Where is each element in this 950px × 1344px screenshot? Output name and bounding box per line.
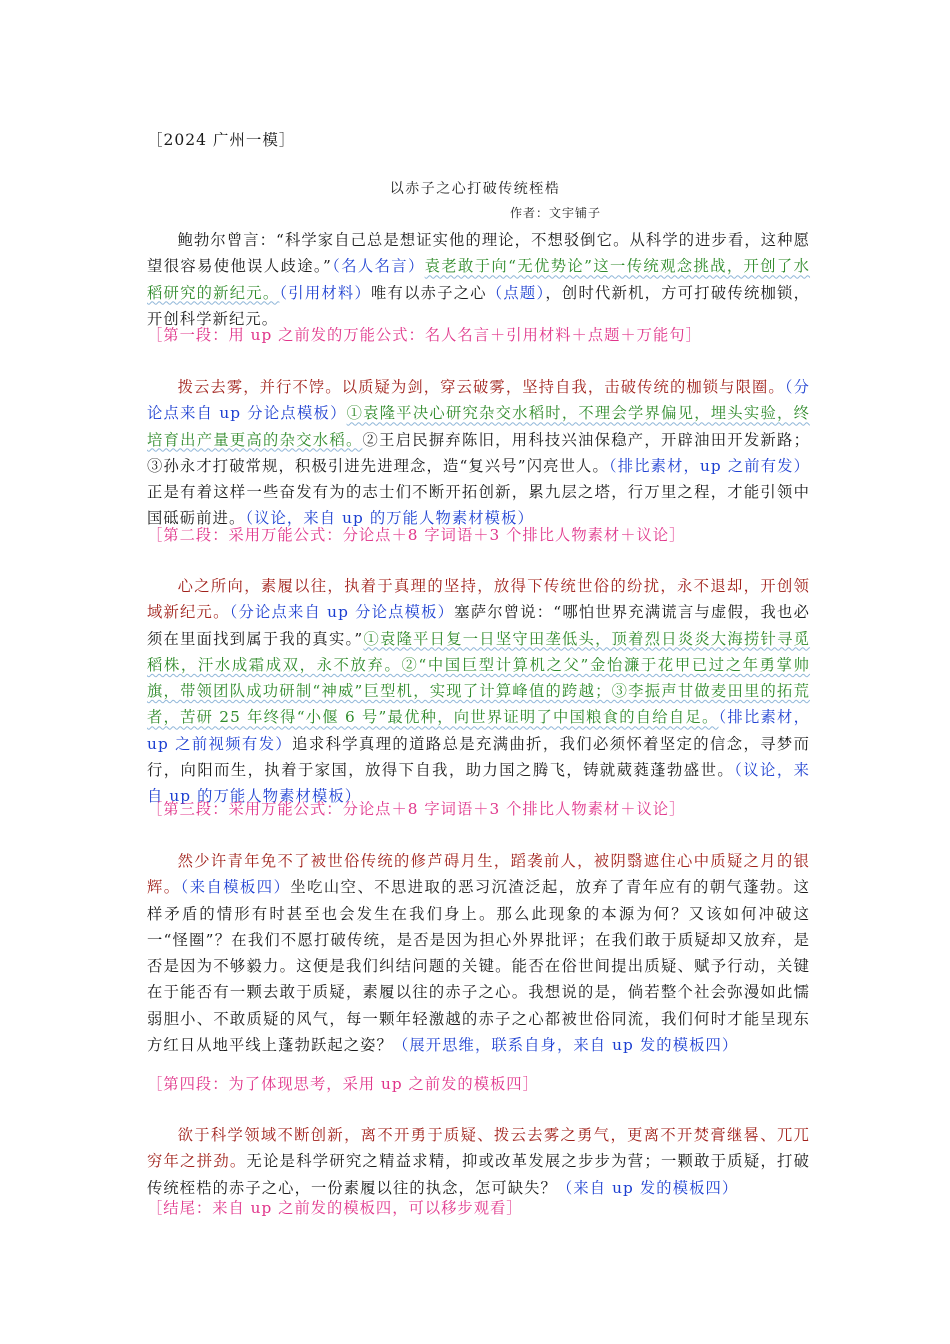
p2-annotation-material: （排比素材，up 之前有发） [608,456,810,475]
p1-annotation-topic: （点题） [486,283,546,302]
author-line: 作者：文宇铺子 [510,206,602,220]
p5-body: 无论是科学研究之精益求精，抑或改革发展之步步为营；一颗敢于质疑，打破传统桎梏的赤子之心，一份素履以往的执念，怎可缺失？ [147,1152,810,1197]
source-tag: ［2024 广州一模］ [147,131,296,149]
p3-quote: 塞萨尔曾说：“哪怕世界充满谎言与虚假，我也必须在里面找到属于我的真实。” [147,603,810,648]
p2-material: ②王启民摒弃陈旧，用科技兴油保稳产，开辟油田开发新路；③孙永才打破常规，积极引进先进理念，造“复兴号”闪亮世人。 [147,430,810,475]
paragraph-4 [147,848,810,1058]
p2-lead: 拨云去雾，并行不饽。以质疑为剑，穿云破雾，坚持自我，击破传统的枷锁与限圈。 [177,378,785,396]
essay-title: 以赤子之心打破传统桎梏 [389,181,561,197]
p3-material-green: ①袁隆平日复一日坚守田垄低头，顶着烈日炎炎大海捞针寻觅稻株，汗水成霜成双，永不放弃。②“中国巨型计算机之父”金怡濂于花甲已过之年勇掌帅旗，带领团队成功研制“神威”巨型机，实现了计算峰值的跨越；③李振声甘做麦田里的拓荒者，苦研 25 年终得“小偃 6 号”最优种，向世界证明了中国粮食的自给自足。 [147,629,811,727]
paragraph-1 [147,227,810,332]
paragraph-2 [147,374,810,532]
p5-note: ［结尾：来自 up 之前发的模板四，可以移步观看］ [147,1199,523,1217]
p1-text-1: 唯有以赤子之心 [371,283,487,302]
p5-annotation-template: （来自 up 发的模板四） [556,1178,739,1197]
p3-annotation-material: （排比素材，up 之前视频有发） [147,708,810,753]
p1-text-2: ，创时代新机，方可打破传统枷锁，开创科学新纪元。 [147,283,810,328]
paragraph-5 [147,1122,810,1201]
p1-quote: 鲍勃尔曾言：“科学家自己总是想证实他的理论，不想驳倒它。从科学的进步看，这种愿望很容易使他误人歧途。” [147,231,810,276]
p3-lead: 心之所向，素履以往，执着于真理的坚持，放得下传统世俗的纷扰，永不退却，开创领域新纪元。 [147,577,810,622]
p2-argument: 正是有着这样一些奋发有为的志士们不断开拓创新，累九层之塔，行万里之程，才能引领中国砥砺前进。 [147,483,810,528]
p1-annotation-material: （引用材料） [279,283,372,302]
p1-annotation-quote: （名人名言） [331,257,425,276]
paragraph-3 [147,573,810,810]
p1-note: ［第一段：用 up 之前发的万能公式：名人名言＋引用材料＋点题＋万能句］ [147,326,702,344]
p4-body: 坐吃山空、不思进取的恶习沉渣泛起，放弃了青年应有的朝气蓬勃。这样矛盾的情形有时甚至也会发生在我们身上。那么此现象的本源为何？又该如何冲破这一“怪圈”？在我们不愿打破传统，是否是因为担心外界批评；在我们敢于质疑却又放弃，是否是因为不够毅力。这便是我们纠结问题的关键。能否在俗世间提出质疑、赋予行动，关键在于能否有一颗去敢于质疑，素履以往的赤子之心。我想说的是，倘若整个社会弥漫如此懦弱胆小、不敢质疑的风气，每一颗年轻激越的赤子之心都被世俗同流，我们何时才能呈现东方红日从地平线上蓬勃跃起之姿？ [147,878,810,1055]
p3-note: ［第三段：采用万能公式：分论点＋8 字词语＋3 个排比人物素材＋议论］ [147,800,686,818]
p4-note: ［第四段：为了体现思考，采用 up 之前发的模板四］ [147,1075,539,1093]
p4-lead: 然少许青年免不了被世俗传统的修芦碍月生，蹈袭前人，被阴翳遮住心中质疑之月的银辉。 [147,852,810,897]
p4-annotation-template: （来自模板四） [180,878,291,897]
p3-annotation-point: （分论点来自 up 分论点模板） [229,603,455,622]
p1-material: 袁老敢于向“无优势论”这一传统观念挑战，开创了水稻研究的新纪元。 [147,257,811,302]
p3-argument: 追求科学真理的道路总是充满曲折，我们必须怀着坚定的信念，寻梦而行，向阳而生，执着于家国，放得下自我，助力国之腾飞，铸就葳蕤蓬勃盛世。 [147,734,810,780]
p2-annotation-point: （分论点来自 up 分论点模板） [147,378,810,423]
p2-annotation-argument: （议论，来自 up 的万能人物素材模板） [245,509,534,528]
p4-annotation-thinking: （展开思维，联系自身，来自 up 发的模板四） [392,1036,739,1055]
p3-annotation-argument: （议论，来自 up 的万能人物素材模板） [147,761,810,806]
p5-lead: 欲于科学领域不断创新，离不开勇于质疑、拨云去雾之勇气，更离不开焚膏继晷、兀兀穷年之拼劲。 [147,1126,810,1171]
p2-note: ［第二段：采用万能公式：分论点＋8 字词语＋3 个排比人物素材＋议论］ [147,526,686,544]
p2-material-green: ①袁隆平决心研究杂交水稻时，不理会学界偏见，埋头实验，终培育出产量更高的杂交水稻。 [147,404,810,449]
